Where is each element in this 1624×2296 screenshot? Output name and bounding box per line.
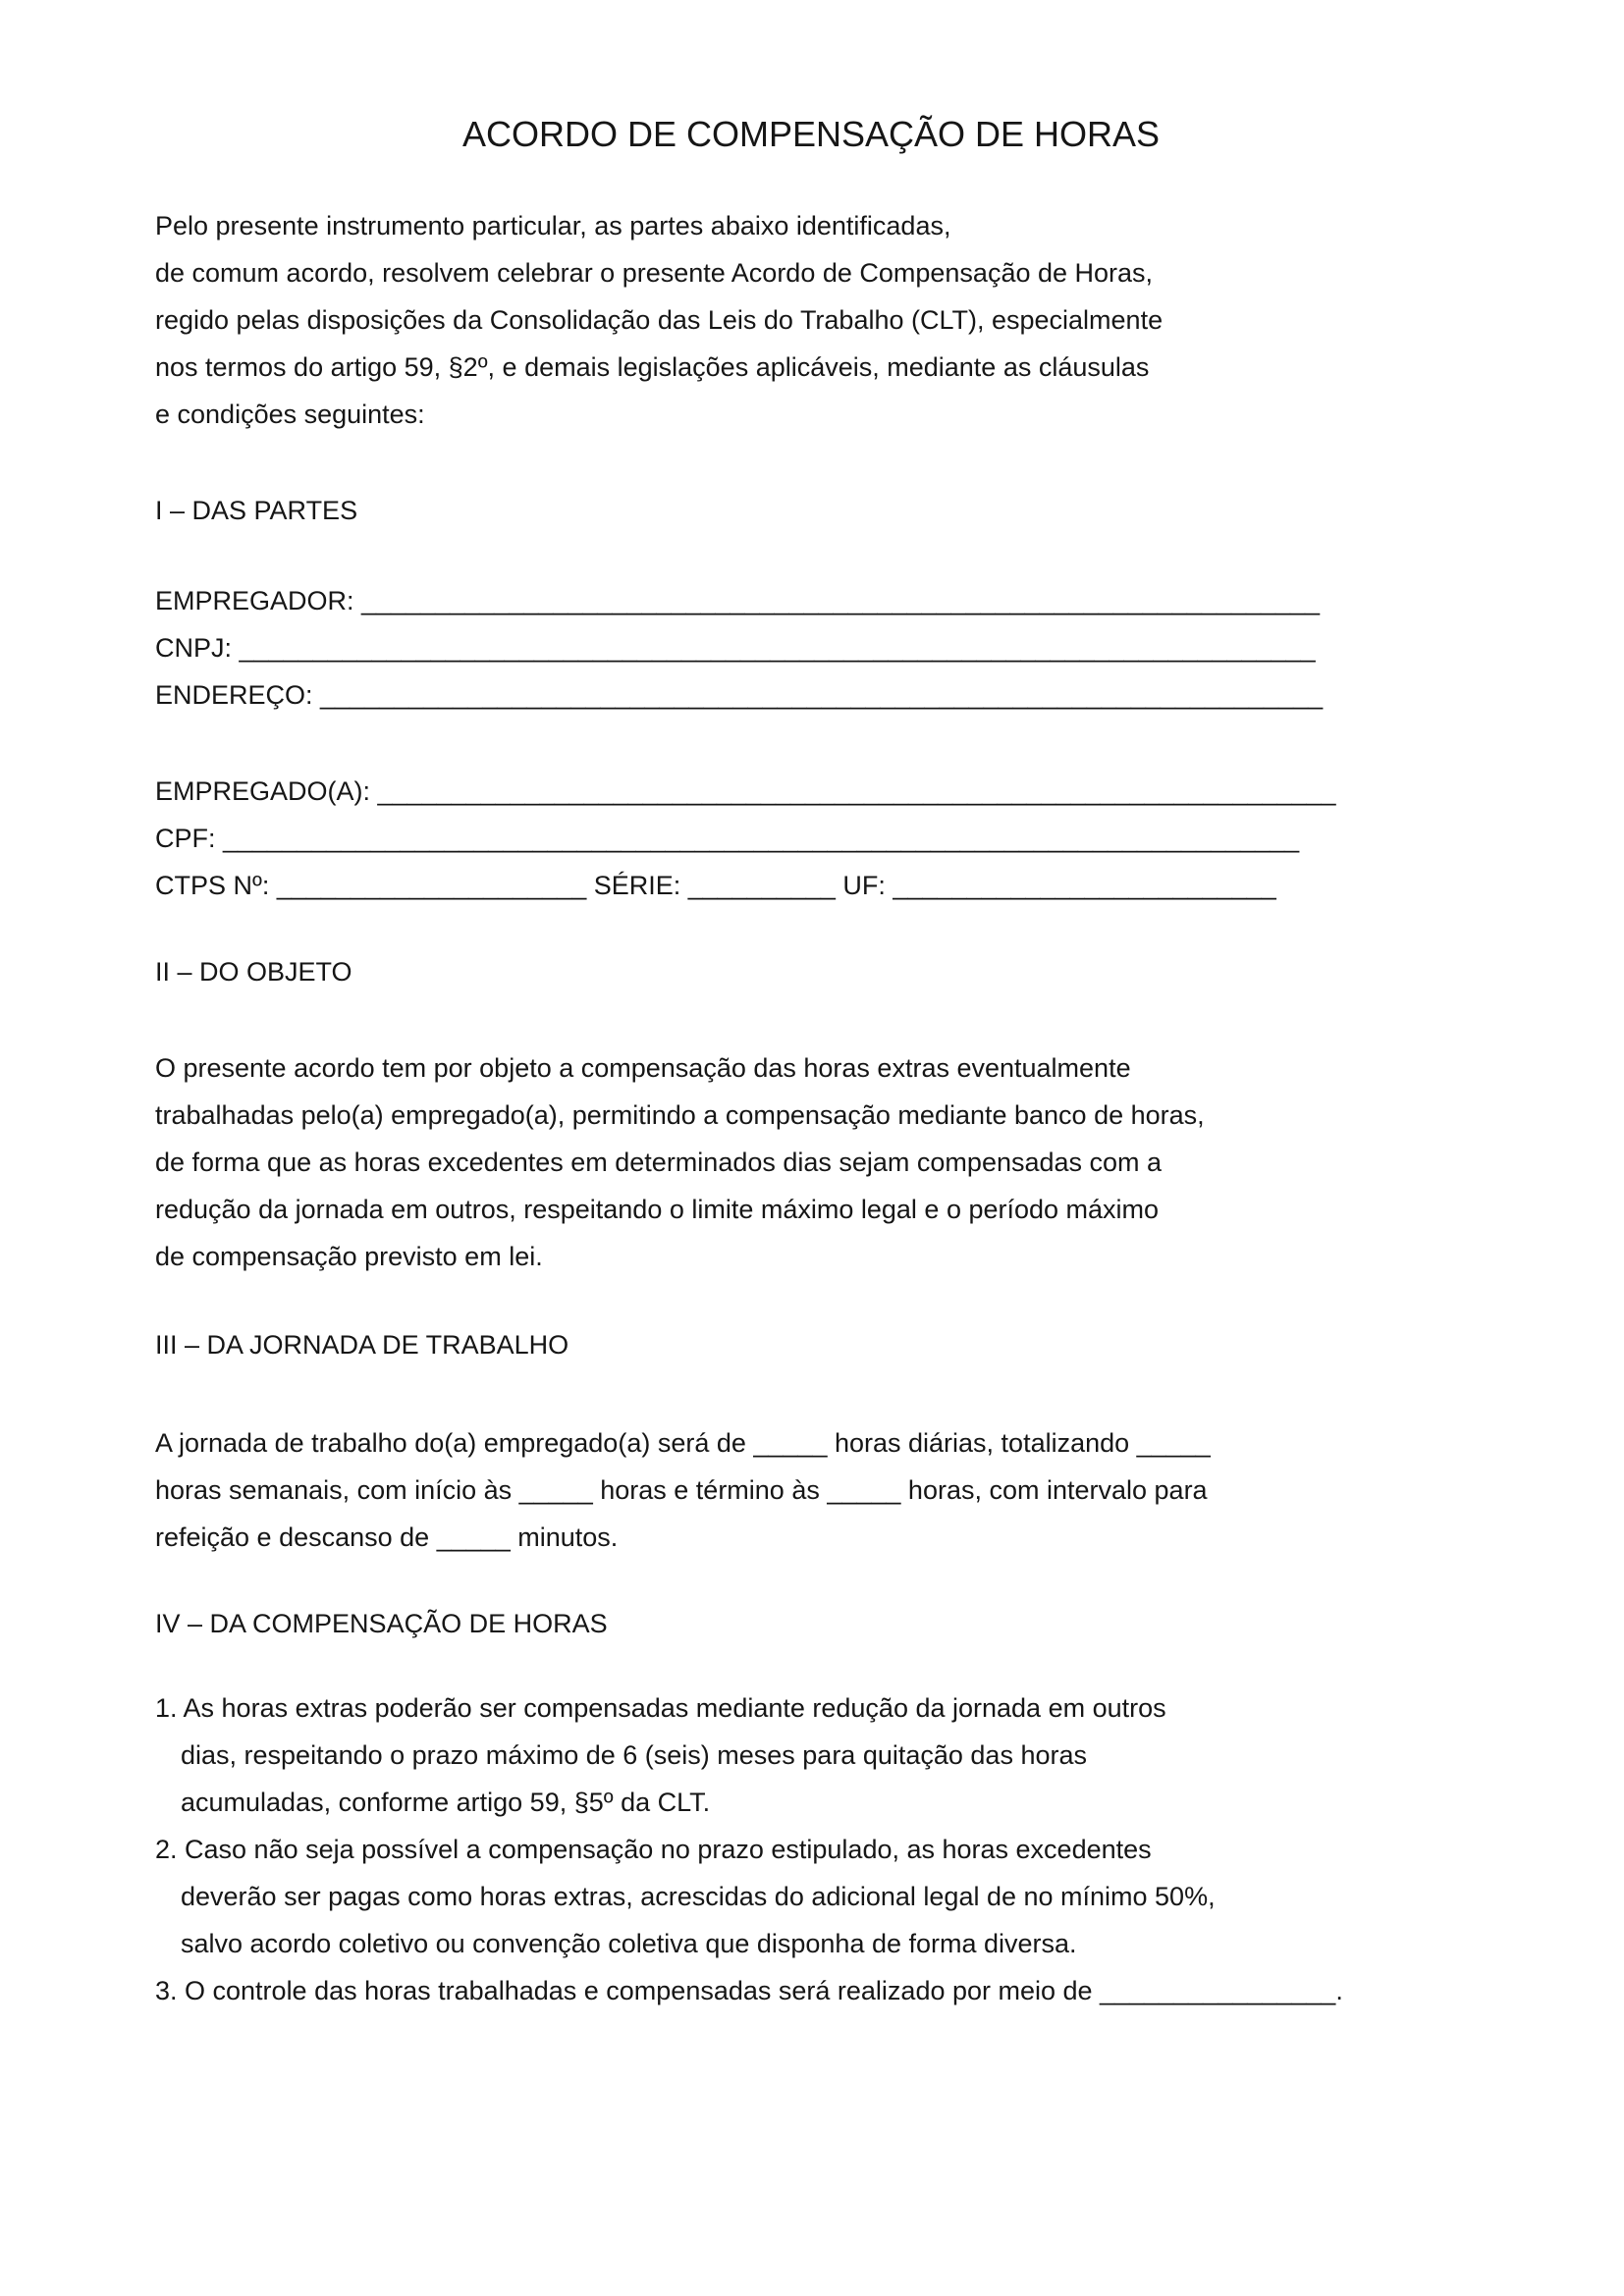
section-2-heading: II – DO OBJETO — [155, 957, 352, 987]
cnpj-field: CNPJ: _________________________________________________________________________ — [155, 633, 1316, 663]
employee-fields — [155, 768, 1467, 909]
employer-fields — [155, 577, 1467, 719]
intro-line-2: de comum acordo, resolvem celebrar o presente Acordo de Compensação de Horas, — [155, 258, 1154, 288]
list-item-3-line-1: 3. O controle das horas trabalhadas e compensadas será realizado por meio de ________________. — [155, 1976, 1343, 2005]
section-3-heading: III – DA JORNADA DE TRABALHO — [155, 1330, 569, 1360]
document-title: ACORDO DE COMPENSAÇÃO DE HORAS — [461, 114, 1161, 154]
schedule-line-2: horas semanais, com início às _____ horas e término às _____ horas, com intervalo para — [155, 1475, 1208, 1505]
intro-paragraph — [155, 202, 1467, 438]
list-item-1-line-3: acumuladas, conforme artigo 59, §5º da CLT. — [181, 1788, 711, 1817]
ctps-serie-uf-field: CTPS Nº: _____________________ SÉRIE: __________ UF: __________________________ — [155, 871, 1276, 900]
compensation-rules-list — [155, 1684, 1467, 2014]
list-item-2-line-1: 2. Caso não seja possível a compensação no prazo estipulado, as horas excedentes — [155, 1835, 1152, 1864]
object-line-4: redução da jornada em outros, respeitando o limite máximo legal e o período máximo — [155, 1195, 1160, 1224]
employer-name-field: EMPREGADOR: _________________________________________________________________ — [155, 586, 1321, 615]
schedule-line-3: refeição e descanso de _____ minutos. — [155, 1522, 619, 1552]
list-item-2-line-3: salvo acordo coletivo ou convenção coletiva que disponha de forma diversa. — [181, 1929, 1077, 1958]
object-line-5: de compensação previsto em lei. — [155, 1242, 543, 1271]
object-line-2: trabalhadas pelo(a) empregado(a), permitindo a compensação mediante banco de horas, — [155, 1100, 1205, 1130]
intro-line-5: e condições seguintes: — [155, 400, 425, 429]
employee-name-field: EMPREGADO(A): _________________________________________________________________ — [155, 776, 1336, 806]
cpf-field: CPF: _________________________________________________________________________ — [155, 824, 1300, 853]
object-paragraph — [155, 1044, 1467, 1280]
schedule-line-1: A jornada de trabalho do(a) empregado(a) será de _____ horas diárias, totalizando _____ — [155, 1428, 1211, 1458]
list-item-1-line-2: dias, respeitando o prazo máximo de 6 (seis) meses para quitação das horas — [181, 1740, 1087, 1770]
intro-line-1: Pelo presente instrumento particular, as partes abaixo identificadas, — [155, 211, 951, 240]
object-line-3: de forma que as horas excedentes em determinados dias sejam compensadas com a — [155, 1148, 1163, 1177]
section-4-heading: IV – DA COMPENSAÇÃO DE HORAS — [155, 1609, 608, 1638]
work-schedule-paragraph — [155, 1419, 1467, 1561]
object-line-1: O presente acordo tem por objeto a compensação das horas extras eventualmente — [155, 1053, 1131, 1083]
list-item-2-line-2: deverão ser pagas como horas extras, acrescidas do adicional legal de no mínimo 50%, — [181, 1882, 1216, 1911]
section-1-heading: I – DAS PARTES — [155, 496, 358, 525]
intro-line-3: regido pelas disposições da Consolidação das Leis do Trabalho (CLT), especialmente — [155, 305, 1164, 335]
intro-line-4: nos termos do artigo 59, §2º, e demais legislações aplicáveis, mediante as cláusulas — [155, 352, 1150, 382]
address-field: ENDEREÇO: ____________________________________________________________________ — [155, 680, 1324, 710]
list-item-1-line-1: 1. As horas extras poderão ser compensadas mediante redução da jornada em outros — [155, 1693, 1166, 1723]
